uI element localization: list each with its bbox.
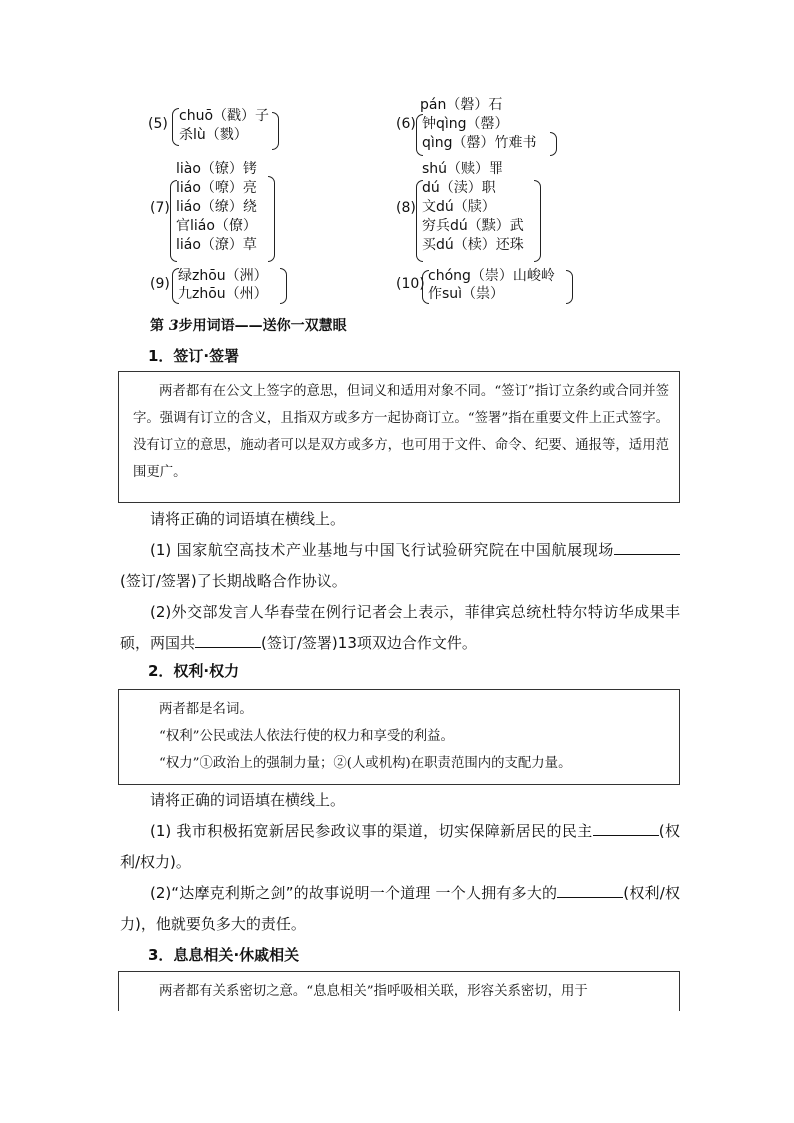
group-number: (6) [396,116,416,132]
explanation-text: 两者都是名词。 [159,702,253,717]
group-number: (10) [396,276,425,292]
pinyin-line: 文dú（牍） [422,199,496,215]
pinyin-line: dú（渎）职 [422,180,496,196]
explanation-box [118,689,680,785]
explanation-box [118,971,680,1011]
explanation-box [118,371,680,503]
left-brace [172,108,179,146]
answer-blank[interactable] [593,821,659,836]
pinyin-line: 官liáo（僚） [176,218,257,234]
instruction-text: 请将正确的词语填在横线上。 [150,510,346,528]
pinyin-line: qìng（罄）竹难书 [422,135,537,151]
right-brace [550,132,557,156]
group-number: (5) [148,116,168,132]
explanation-text: 两者都有关系密切之意。“息息相关”指呼吸相关联，形容关系密切，用于 [159,984,588,999]
question-1: (1) 国家航空高技术产业基地与中国飞行试验研究院在中国航展现场(签订/签署)了长期战略合作协议。 [120,535,680,597]
explanation-text: 两者都有在公文上签字的意思，但词义和适用对象不同。“签订”指订立条约或合同并签字。强调有订立的含义，且指双方或多方一起协商订立。“签署”指在重要文件上正式签字。没有订立的意思，施动者可以是双方或多方，也可用于文件、命令、纪要、通报等，适用范围更广。 [133,384,669,480]
pinyin-line: 绿zhōu（洲） [178,268,268,284]
pinyin-line: 买dú（椟）还珠 [422,237,524,253]
right-brace [534,180,541,262]
right-brace [272,112,279,150]
right-brace [268,176,275,262]
pinyin-line: liáo（潦）草 [176,237,257,253]
step-heading: 第 3步用词语——送你一双慧眼 [150,318,347,334]
pinyin-line: liáo（缭）绕 [176,199,257,215]
pinyin-line: shú（赎）罪 [422,161,504,177]
exercise-block [120,504,680,659]
exercise-block [120,785,680,940]
pinyin-line: 钟qìng（罄） [422,116,509,132]
pinyin-line: chuō（戳）子 [179,108,270,124]
section-heading: 1．签订·签署 [148,347,240,365]
answer-blank[interactable] [614,540,680,555]
explanation-text: “权利”公民或法人依法行使的权力和享受的利益。 [159,729,454,744]
pinyin-line: 杀lù（戮） [179,127,248,143]
answer-blank[interactable] [557,883,623,898]
question-2: (2)外交部发言人华春莹在例行记者会上表示，菲律宾总统杜特尔特访华成果丰硕，两国共 (签订/签署)13项双边合作文件。 [120,603,680,652]
right-brace [280,268,287,304]
section-heading: 2．权利·权力 [148,662,240,680]
pinyin-line: chóng（崇）山峻岭 [428,268,555,284]
section-heading: 3．息息相关·休戚相关 [148,946,300,964]
question-1: (1) 我市积极拓宽新居民参政议事的渠道，切实保障新居民的民主 (权利/权力)。 [120,822,680,871]
question-2: (2)“达摩克利斯之剑”的故事说明一个道理 一个人拥有多大的 (权利/权力)，他就要负多大的责任。 [120,884,680,933]
right-brace [566,270,573,304]
pinyin-line: 九zhōu（州） [178,286,268,302]
pinyin-line: liáo（嘹）亮 [176,180,257,196]
pinyin-line: 穷兵dú（黩）武 [422,218,524,234]
answer-blank[interactable] [195,633,261,648]
group-number: (7) [150,200,170,216]
group-number: (9) [150,276,170,292]
group-number: (8) [396,200,416,216]
pinyin-line: 作suì（祟） [428,286,505,302]
instruction-text: 请将正确的词语填在横线上。 [150,791,346,809]
pinyin-line: pán（磐）石 [420,97,503,113]
pinyin-line: liào（镣）铐 [176,161,257,177]
explanation-text: “权力”①政治上的强制力量；②(人或机构)在职责范围内的支配力量。 [159,756,572,771]
